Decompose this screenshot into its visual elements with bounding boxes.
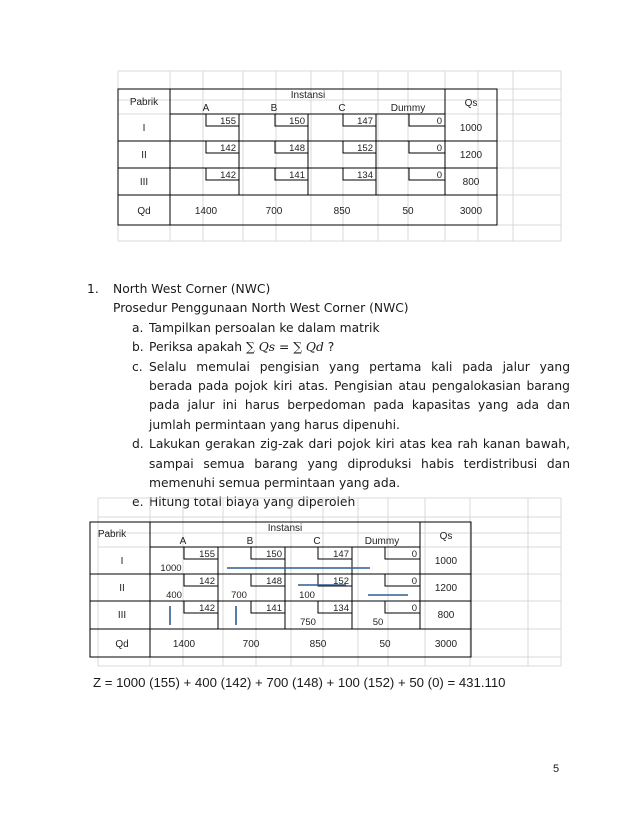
cost-cell: 0 [436, 143, 442, 154]
procedure-subtitle: Prosedur Penggunaan North West Corner (NWC) [113, 301, 409, 316]
cost-cell: 152 [357, 143, 373, 154]
demand-cell: 50 [402, 206, 414, 217]
total-cost-result: Z = 1000 (155) + 400 (142) + 700 (148) + 100 (152) + 50 (0) = 431.110 [93, 675, 506, 690]
column-header: Dummy [364, 536, 400, 547]
section-title: North West Corner (NWC) [113, 282, 271, 296]
cost-cell: 148 [289, 143, 305, 154]
allocation-cell: 400 [166, 590, 182, 601]
cost-cell: 150 [266, 549, 282, 560]
column-header: C [338, 103, 346, 114]
allocation-cell: 1000 [160, 563, 182, 574]
list-item-letter: b. [132, 340, 144, 355]
cost-cell: 0 [411, 603, 417, 614]
supply-cell: 800 [437, 610, 455, 621]
cost-cell: 150 [289, 116, 305, 127]
column-header: B [246, 536, 254, 547]
cost-cell: 142 [199, 603, 215, 614]
list-item-letter: e. [132, 495, 144, 510]
table-borders [118, 89, 497, 225]
supply-cell: 1000 [434, 556, 458, 567]
column-header: C [313, 536, 321, 547]
demand-cell: 850 [309, 639, 327, 650]
list-item-text: Tampilkan persoalan ke dalam matrik [149, 320, 380, 335]
cost-cell: 142 [199, 576, 215, 587]
cost-cell: 141 [289, 170, 305, 181]
cost-cell: 0 [411, 549, 417, 560]
total-cell: 3000 [459, 206, 483, 217]
nwc-procedure [80, 280, 570, 513]
cost-cell: 142 [220, 170, 236, 181]
list-item-text: Selalu memulai pengisian yang pertama kali pada jalur yang berada pada pojok kiri atas. Pengisian atau pengalokasian barang pada jalur ini harus berpedoman pada kapasitas yang ada dan jumlah permintaan yang harus dipenuhi. [149, 359, 570, 432]
header-qs: Qs [464, 98, 478, 109]
list-item [80, 319, 570, 338]
row-label: II [119, 583, 125, 594]
demand-cell: 1400 [194, 206, 218, 217]
total-cell: 3000 [434, 639, 458, 650]
row-label: III [139, 177, 149, 188]
sum-formula: ∑ Qs = ∑ Qd [246, 340, 324, 355]
row-label: I [120, 556, 124, 567]
list-item-text: ? [323, 340, 335, 355]
column-header: Dummy [390, 103, 426, 114]
cost-cell: 134 [333, 603, 349, 614]
cost-cell: 155 [199, 549, 215, 560]
row-label: III [117, 610, 127, 621]
column-header: A [202, 103, 210, 114]
list-item-letter: c. [132, 359, 143, 374]
header-instansi: Instansi [267, 523, 303, 534]
allocation-cell: 50 [372, 617, 384, 628]
list-item [80, 358, 570, 436]
header-pabrik: Pabrik [97, 529, 127, 540]
supply-cell: 800 [462, 177, 480, 188]
demand-cell: 700 [265, 206, 283, 217]
row-label: II [141, 150, 147, 161]
qd-label: Qd [115, 639, 129, 650]
list-item [80, 338, 570, 357]
column-header: A [179, 536, 187, 547]
cost-cell: 0 [436, 116, 442, 127]
list-item-text: Hitung total biaya yang diperoleh [149, 495, 356, 510]
transport-table-initial [90, 70, 570, 250]
supply-cell: 1200 [434, 583, 458, 594]
cost-cell: 147 [333, 549, 349, 560]
list-item-letter: d. [132, 437, 144, 452]
column-header: B [270, 103, 278, 114]
page-number: 5 [553, 763, 560, 775]
spreadsheet-gridlines [98, 498, 561, 666]
cost-cell: 152 [333, 576, 349, 587]
table-borders [90, 522, 471, 657]
cost-cell: 134 [357, 170, 373, 181]
demand-cell: 50 [379, 639, 391, 650]
cost-cell: 148 [266, 576, 282, 587]
header-qs: Qs [439, 531, 453, 542]
header-instansi: Instansi [290, 90, 326, 101]
cost-cell: 147 [357, 116, 373, 127]
allocation-cell: 750 [300, 617, 316, 628]
cost-cell: 155 [220, 116, 236, 127]
transport-table-initial-svg [90, 70, 570, 250]
transport-table-nwc [70, 497, 570, 669]
cost-cell: 0 [436, 170, 442, 181]
demand-cell: 700 [242, 639, 260, 650]
list-item [80, 435, 570, 493]
row-label: I [142, 123, 146, 134]
demand-cell: 850 [333, 206, 351, 217]
list-item-letter: a. [132, 320, 144, 335]
cost-cell: 141 [266, 603, 282, 614]
section-heading [80, 280, 570, 299]
list-item-text: Periksa apakah [149, 340, 247, 355]
allocation-cell: 100 [299, 590, 315, 601]
cost-cell: 142 [220, 143, 236, 154]
header-pabrik: Pabrik [129, 97, 159, 108]
list-item-text: Lakukan gerakan zig-zak dari pojok kiri atas kea rah kanan bawah, sampai semua barang yang diproduksi habis terdistribusi dan memenuhi semua permintaan yang ada. [149, 437, 570, 491]
transport-table-nwc-svg [70, 497, 570, 669]
supply-cell: 1200 [459, 150, 483, 161]
allocation-cell: 700 [231, 590, 247, 601]
qd-label: Qd [137, 206, 151, 217]
cost-cell: 0 [411, 576, 417, 587]
section-number: 1. [87, 282, 99, 296]
supply-cell: 1000 [459, 123, 483, 134]
demand-cell: 1400 [172, 639, 196, 650]
